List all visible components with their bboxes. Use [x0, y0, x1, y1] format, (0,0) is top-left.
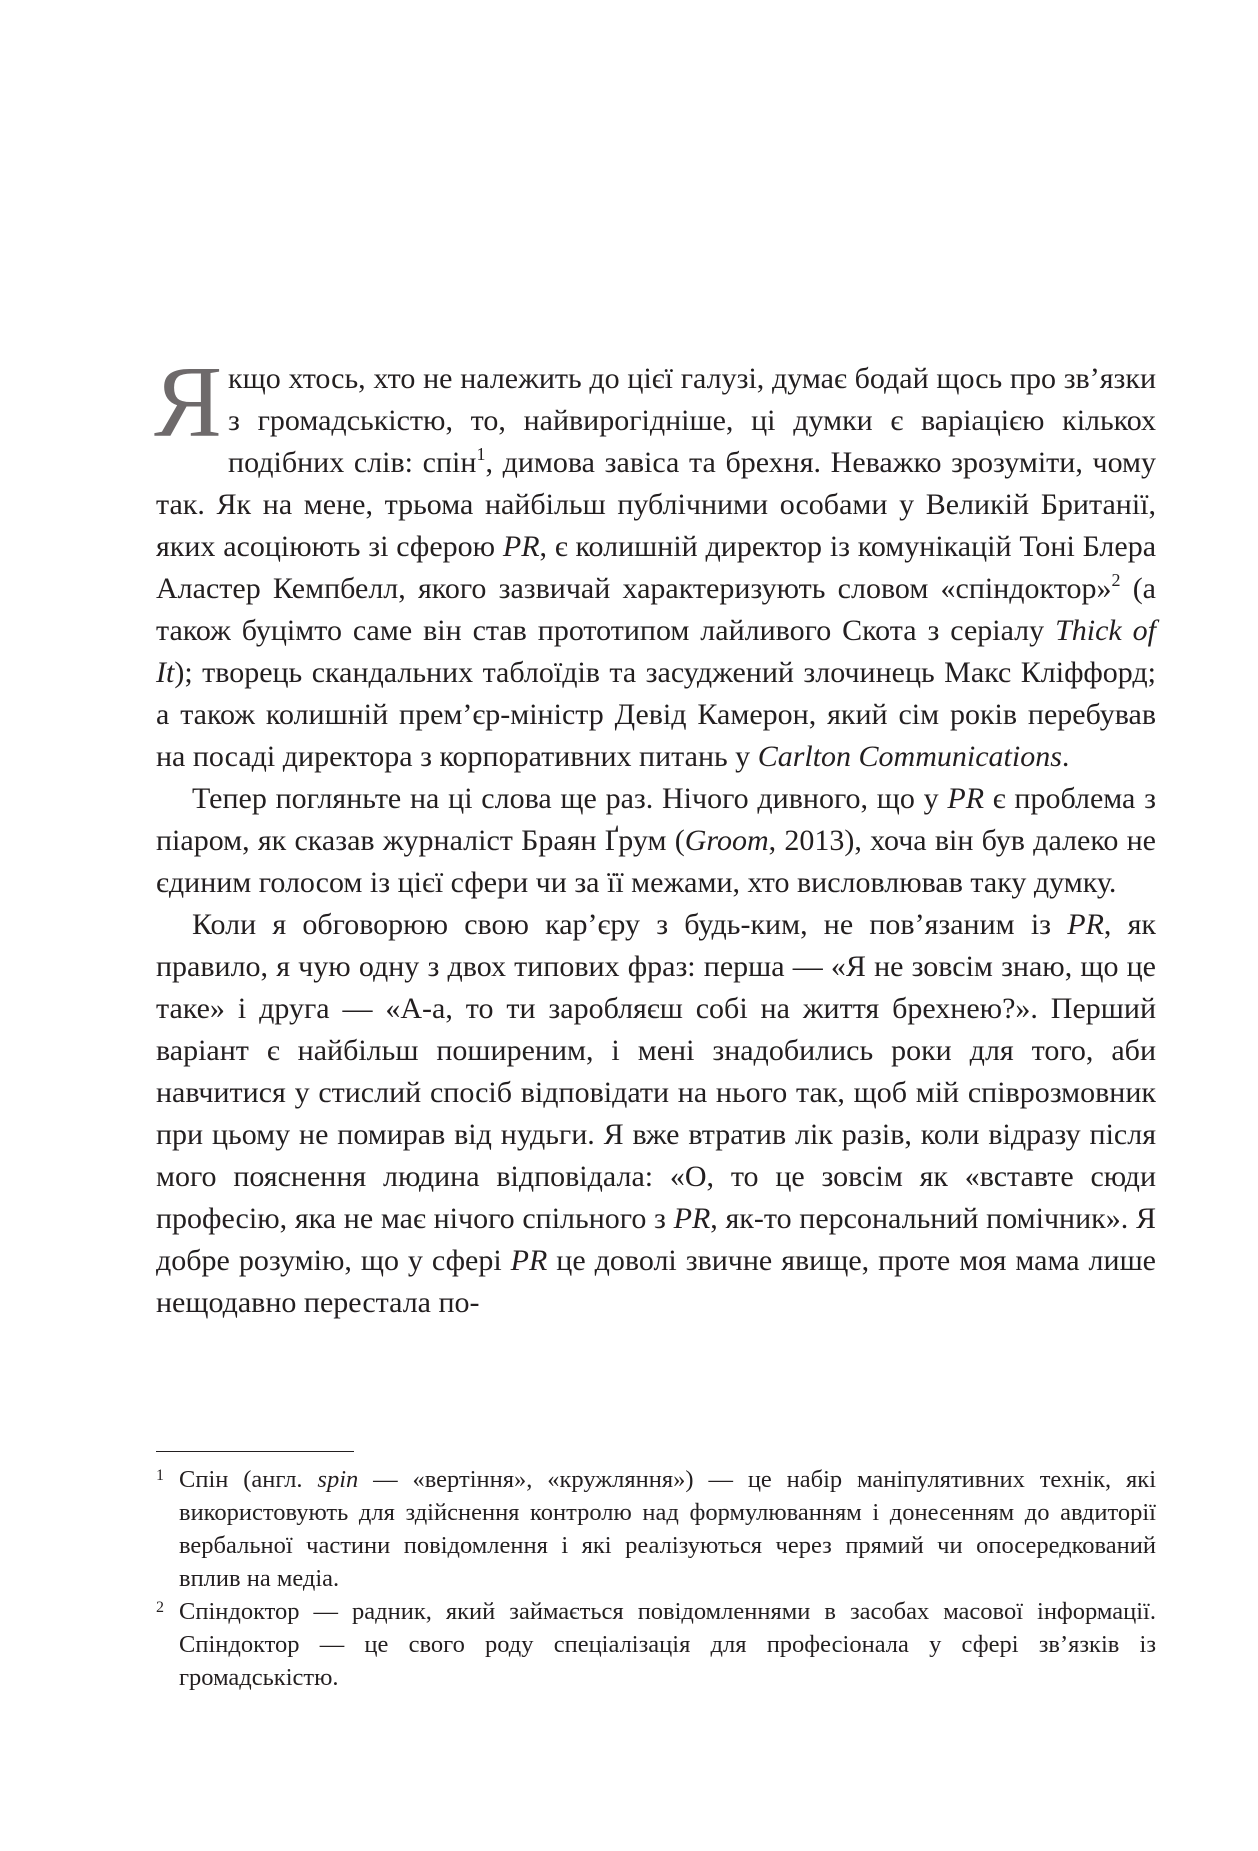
text-run: це доволі звичне явище, проте моя мама лише нещодавно перестала по- [156, 1244, 1156, 1319]
text-run: ); творець скандальних таблоїдів та засуджений злочинець Макс Кліффорд; а також колишній прем’єр-міністр Девід Камерон, який сім років перебував на посаді директора з корпоративних питань у [156, 656, 1156, 773]
text-run: Коли я обговорюю свою кар’єру з будь-ким, не пов’язаним із [192, 908, 1068, 941]
paragraph-3 [156, 904, 1156, 1324]
paragraph-1 [154, 346, 1157, 778]
text-run: , є колишній директор із комунікацій Тоні Блера Аластер Кемпбелл, якого зазвичай характеризують словом «спіндоктор» [156, 530, 1157, 605]
italic-term: spin [317, 1466, 359, 1493]
paragraph-2 [156, 778, 1156, 904]
text-run: Тепер погляньте на ці слова ще раз. Нічого дивного, що у [192, 782, 948, 815]
italic-term: PR [510, 1244, 548, 1277]
text-run: , 2013), хоча він був далеко не єдиним голосом із цієї сфери чи за її межами, хто висловлював таку думку. [156, 824, 1156, 899]
italic-term: Thick of It [156, 614, 1156, 689]
italic-term: PR [947, 782, 985, 815]
text-run: є проблема з піаром, як сказав журналіст Браян Ґрум ( [156, 782, 1156, 857]
text-run: кщо хтось, хто не належить до цієї галузі, думає бодай щось про зв’язки з громадськістю, то, найвирогідніше, ці думки є варіацією кількох подібних слів: спін [228, 362, 1156, 479]
drop-cap: Я [154, 346, 223, 459]
main-text [154, 346, 1157, 1324]
footnote-number: 2 [156, 1599, 164, 1616]
text-run: , димова завіса та брехня. Неважко зрозуміти, чому так. Як на мене, трьома найбільш публічними особами у Великій Британії, яких асоціюють зі сферою [156, 446, 1157, 563]
text-run: (а також буцімто саме він став прототипом лайливого Скота з серіалу [156, 572, 1156, 647]
italic-term: Carlton Communications [757, 740, 1062, 773]
text-run: , як правило, я чую одну з двох типових фраз: перша — «Я не зовсім знаю, що це таке» і друга — «А-а, то ти заробляєш собі на життя брехнею?». Перший варіант є найбільш поширеним, і мені знадобились роки для того, аби навчитися у стислий спосіб відповідати на нього так, щоб мій співрозмовник при цьому не помирав від нудьги. Я вже втратив лік разів, коли відразу після мого пояснення людина відповідала: «О, то це зовсім як «вставте сюди професію, яка не має нічого спільного з [156, 908, 1156, 1235]
footnote-1 [156, 1463, 1156, 1595]
italic-term: PR [502, 530, 540, 563]
footnote-divider [156, 1451, 354, 1452]
footnotes [156, 1463, 1156, 1694]
text-run: , як-то персональний помічник». Я добре розумію, що у сфері [156, 1202, 1156, 1277]
footnote-ref: 2 [1111, 570, 1121, 590]
text-run: Спіндоктор — радник, який займається повідомленнями в засобах масової інформації. Спіндоктор — це свого роду спеціалізація для професіонала у сфері зв’язків із громадськістю. [179, 1598, 1156, 1691]
footnote-2 [156, 1595, 1156, 1694]
footnote-ref: 1 [476, 444, 486, 464]
italic-term: PR [673, 1202, 711, 1235]
text-run: Спін (англ. [179, 1466, 318, 1493]
text-run: — «вертіння», «кружляння») — це набір маніпулятивних технік, які використовують для здійснення контролю над формулюванням і донесенням до авдиторії вербальної частини повідомлення і які реалізуються через прямий чи опосередкований вплив на медіа. [179, 1466, 1156, 1592]
italic-term: PR [1067, 908, 1104, 941]
footnote-number: 1 [156, 1467, 164, 1484]
text-run: . [1061, 740, 1070, 773]
italic-term: Groom [684, 824, 769, 857]
